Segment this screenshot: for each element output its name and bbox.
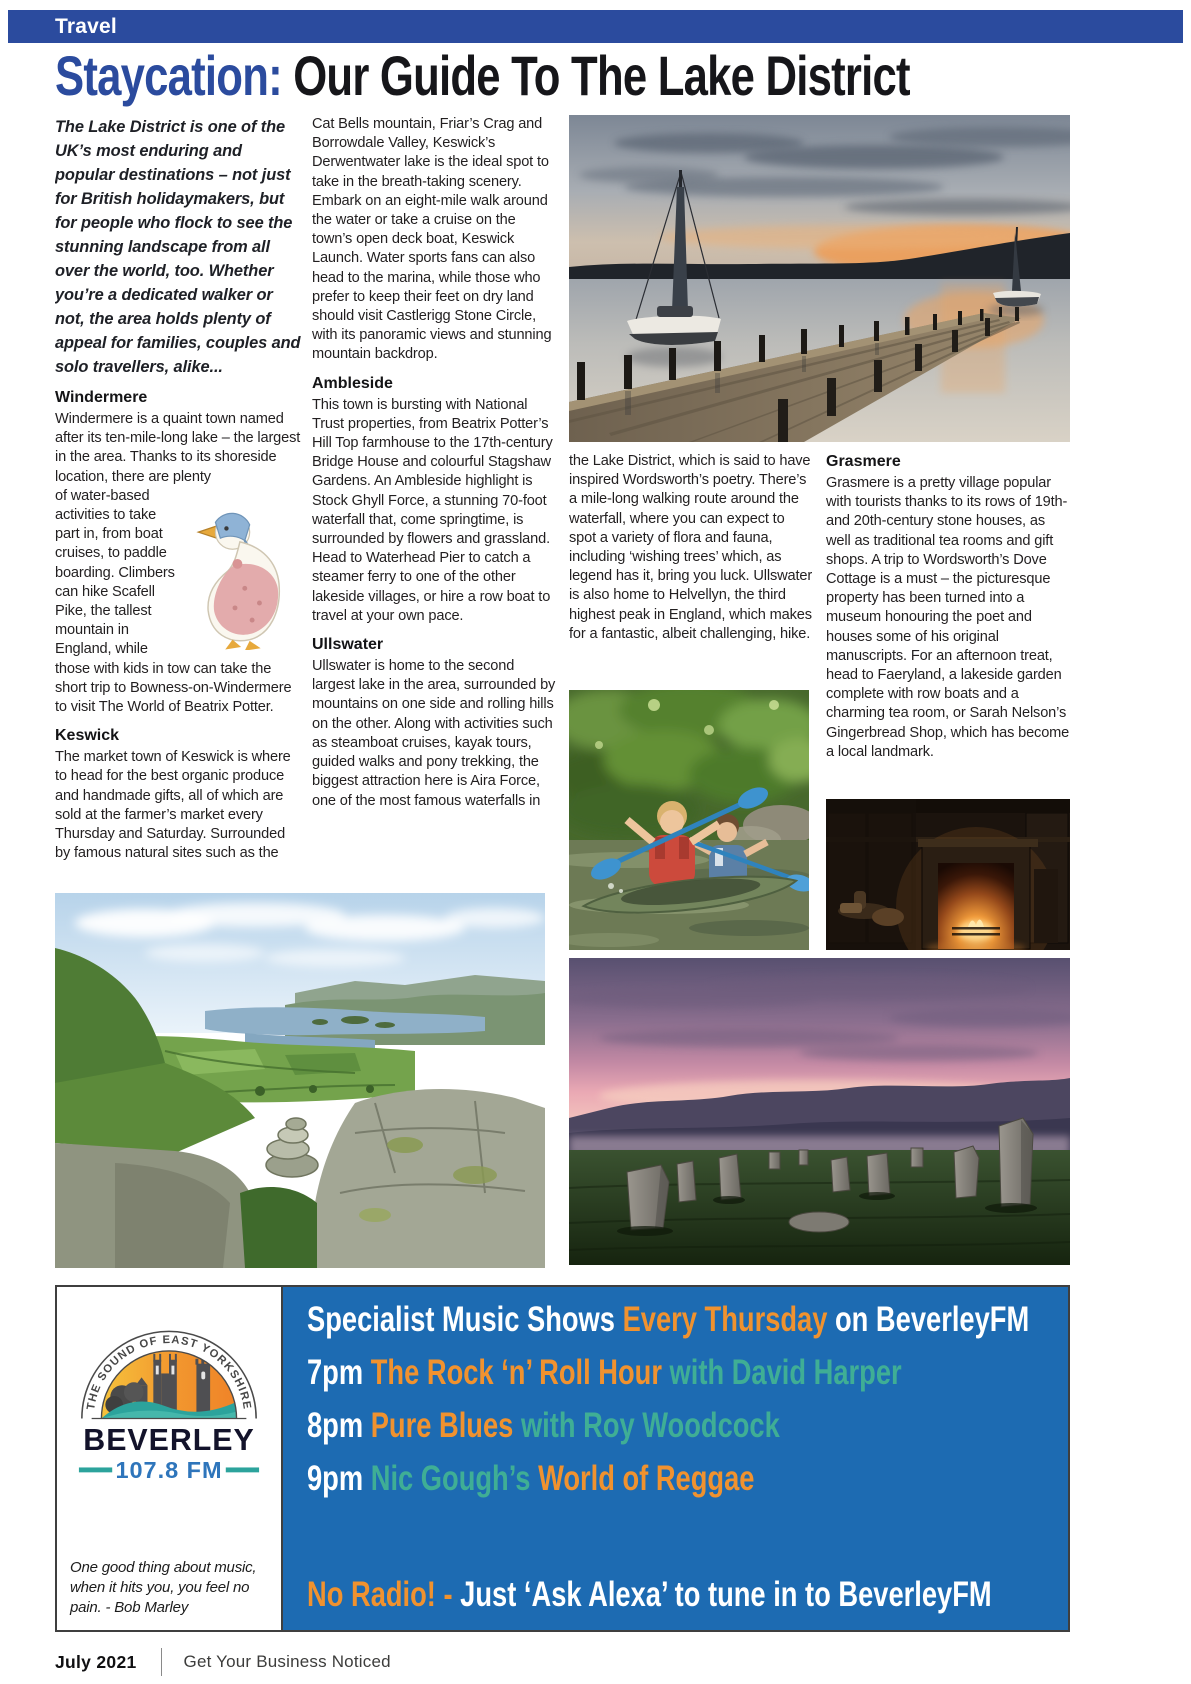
column-2: [312, 115, 559, 893]
logo-frequency: 107.8 FM: [115, 1457, 223, 1484]
logo-station-name: BEVERLEY: [83, 1423, 255, 1457]
page-title: [55, 44, 1185, 108]
lake-jetty-sunset-photo: [569, 115, 1070, 442]
ad-line-8pm: 8pm Pure Blues with Roy Woodcock: [307, 1406, 780, 1445]
ad-line-7pm: 7pm The Rock ‘n’ Roll Hour with David Harper: [307, 1353, 902, 1392]
column-3: [569, 452, 813, 688]
headline-rest: Our Guide To The Lake District: [281, 44, 910, 107]
lake-valley-photo: [55, 893, 545, 1268]
ullswater-continuation-paragraph: the Lake District, which is said to have inspired Wordsworth’s poetry. There’s a mile-long walking route around the waterfall, where you can expect to spot a variety of flora and fauna, including ‘wishing trees’ which, as legend has it, bring you luck. Ullswater is also home to Helvellyn, the third highest peak in England, which makes for a fantastic, albeit challenging, hike.: [569, 453, 813, 642]
headline-accent: Staycation:: [55, 44, 282, 107]
ad-line-specialist-shows: Specialist Music Shows Every Thursday on BeverleyFM: [307, 1300, 1030, 1339]
logo-arch-text: THE SOUND OF EAST YORKSHIRE: [85, 1334, 253, 1411]
keswick-paragraph: The market town of Keswick is where to head for the best organic produce and handmade gifts, all of which are sold at the farmer’s market every Thursday and Saturday. Surrounded by famous natural sites such as the: [55, 749, 291, 862]
keswick-continuation-paragraph: Cat Bells mountain, Friar’s Crag and Borrowdale Valley, Keswick’s Derwentwater lake is the ideal spot to take in the breath-taking scenery. Embark on an eight-mile walk around the water or take a cruise on the town’s open deck boat, Keswick Launch. Water sports fans can also head to the marina, while those who prefer to keep their feet on dry land should visit Castlerigg Stone Circle, with its panoramic views and stunning mountain backdrop.: [312, 116, 552, 363]
column-4: [826, 452, 1070, 798]
beverley-fm-logo: [71, 1301, 267, 1489]
ambleside-heading: Ambleside: [312, 374, 393, 392]
ad-line-no-radio: No Radio! - Just ‘Ask Alexa’ to tune in to BeverleyFM: [307, 1575, 992, 1614]
beverley-fm-logo-box: [57, 1287, 283, 1630]
section-banner: [8, 10, 1183, 43]
footer-divider: [161, 1648, 162, 1676]
page-footer: [55, 1648, 1070, 1676]
windermere-heading: Windermere: [55, 389, 148, 406]
stone-circle-sunset-photo: [569, 958, 1070, 1265]
grasmere-heading: Grasmere: [826, 453, 901, 470]
stone-cairn: [266, 1118, 318, 1177]
bob-marley-quote: One good thing about music, when it hits you, you feel no pain. - Bob Marley: [70, 1559, 257, 1616]
ullswater-heading: Ullswater: [312, 636, 384, 654]
fireplace-interior-photo: [826, 799, 1070, 950]
beverley-fm-advert: [55, 1285, 1070, 1632]
column-1: [55, 115, 301, 893]
section-label: Travel: [55, 14, 117, 38]
windermere-paragraph-wrap: of water-based activities to take part in, from boat cruises, to paddle boarding. Climbers can hike Scafell Pike, the tallest mountain in England, while those with kids in tow can take the short trip to Bowness-on-Windermere to visit The World of Beatrix Potter.: [55, 487, 301, 717]
ad-line-9pm: 9pm Nic Gough’s World of Reggae: [307, 1459, 755, 1498]
radio-ad-panel: [283, 1287, 1068, 1630]
jemima-duck-illustration: [191, 490, 301, 650]
ullswater-paragraph: Ullswater is home to the second largest lake in the area, surrounded by mountains on one side and rolling hills on the other. Along with activities such as steamboat cruises, kayak tours, guided walks and pony trekking, the biggest attraction here is Aira Force, one of the most famous waterfalls in: [312, 658, 556, 809]
intro-paragraph: The Lake District is one of the UK’s most enduring and popular destinations – not just for British holidaymakers, but for people who flock to see the stunning landscape from all over the world, too. Whether you’re a dedicated walker or not, the area holds plenty of appeal for families, couples and solo travellers, alike...: [55, 118, 301, 376]
kayaking-photo: [569, 690, 809, 950]
keswick-heading: Keswick: [55, 727, 120, 745]
footer-tagline: Get Your Business Noticed: [183, 1652, 391, 1671]
windermere-paragraph: Windermere is a quaint town named after its ten-mile-long lake – the largest in the area. Thanks to its shoreside location, there are plenty: [55, 411, 301, 485]
ambleside-paragraph: This town is bursting with National Trust properties, from Beatrix Potter’s Hill Top farmhouse to the 17th-century Bridge House and colourful Stagshaw Gardens. An Ambleside highlight is Stock Ghyll Force, a stunning 70-foot waterfall that, come springtime, is surrounded by flowers and grassland. Head to Waterhead Pier to catch a steamer ferry to one of the other lakeside villages, or hire a row boat to travel at your own pace.: [312, 396, 553, 624]
grasmere-paragraph: Grasmere is a pretty village popular with tourists thanks to its rows of 19th- and 20th-century stone houses, as well as traditional tea rooms and gift shops. A trip to Wordsworth’s Dove Cottage is a must – the picturesque property has been turned into a museum honouring the poet and houses some of his original manuscripts. For an afternoon treat, head to Faeryland, a lakeside garden complete with row boats and a charming tea room, or Sarah Nelson’s Gingerbread Shop, which has become a local landmark.: [826, 475, 1070, 760]
footer-issue-date: July 2021: [55, 1651, 137, 1672]
